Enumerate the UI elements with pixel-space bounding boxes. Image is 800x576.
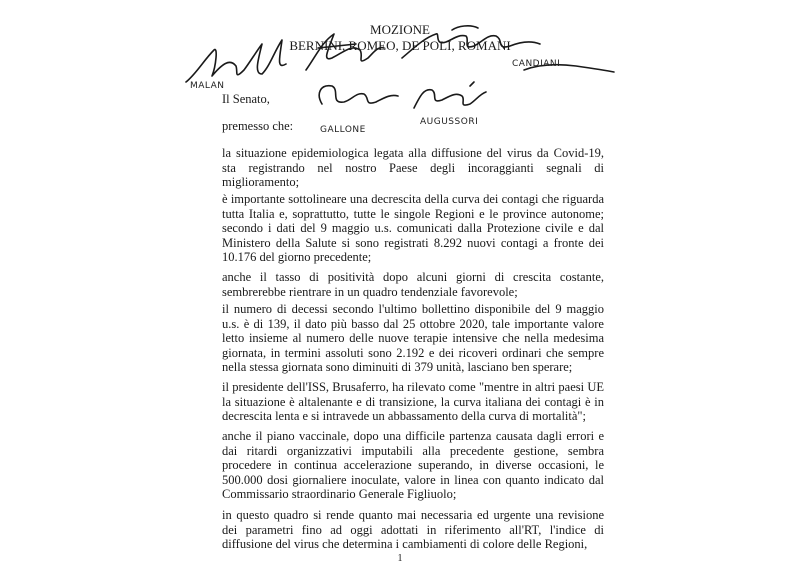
paragraph-2: è importante sottolineare una decrescita della curva dei contagi che riguarda tutta Italia e, soprattutto, tutte le singole Regioni e le province autonome; secondo i dati del 9 maggio u.s. comunicati dalla Protezione civile e dal Ministero della Salute si sono registrati 8.292 nuovi contagi a fronte dei 10.176 del giorno precedente; (222, 192, 604, 265)
document-authors: BERNINI, ROMEO, DE POLI, ROMANI (289, 38, 511, 53)
paragraph-5: il presidente dell'ISS, Brusaferro, ha rilevato come "mentre in altri paesi UE la situazione è altalenante e di transizione, la curva italiana dei contagi è in decrescita lenta e si intravede un abbassamento della curva di mortalità"; (222, 380, 604, 424)
page-number: 1 (397, 553, 403, 564)
paragraph-7: in questo quadro si rende quanto mai necessaria ed urgente una revisione dei parametri fino ad oggi adottati in riferimento all'RT, l'indice di diffusione del virus che determina i cambiamenti di colore delle Regioni, (222, 508, 604, 552)
paragraph-1: la situazione epidemiologica legata alla diffusione del virus da Covid-19, sta registrando nel nostro Paese degli incoraggianti segnali di miglioramento; (222, 146, 604, 190)
document-title (0, 22, 800, 54)
document-heading: MOZIONE (370, 22, 430, 37)
handwritten-name-right: AUGUSSORI (420, 117, 479, 127)
handwritten-name-middle: GALLONE (320, 125, 366, 135)
paragraph-3: anche il tasso di positività dopo alcuni giorni di crescita costante, sembrerebbe rientrare in un quadro tendenziale favorevole; (222, 270, 604, 299)
paragraph-4: il numero di decessi secondo l'ultimo bollettino disponibile del 9 maggio u.s. è di 139, il dato più basso dal 25 ottobre 2020, tale importante valore letto insieme al numero delle nuove terapie intensive che nella medesima giornata, in termini assoluti sono 2.192 e dei ricoveri ordinari che sempre nella stessa giornata sono diminuiti di 379 unità, lasciano ben sperare; (222, 302, 604, 375)
premise-line: premesso che: (222, 119, 294, 133)
salutation: Il Senato, (222, 92, 270, 106)
handwritten-name-top-right: CANDIANI (512, 59, 561, 69)
handwritten-name-left: MALAN (190, 81, 225, 91)
paragraph-6: anche il piano vaccinale, dopo una difficile partenza causata dagli errori e dai ritardi organizzativi imputabili alla precedente gestione, sembra procedere in continua accelerazione superando, in diverse occasioni, le 500.000 dosi giornaliere inoculate, valore in linea con quanto indicato dal Commissario straordinario Generale Figliuolo; (222, 429, 604, 502)
